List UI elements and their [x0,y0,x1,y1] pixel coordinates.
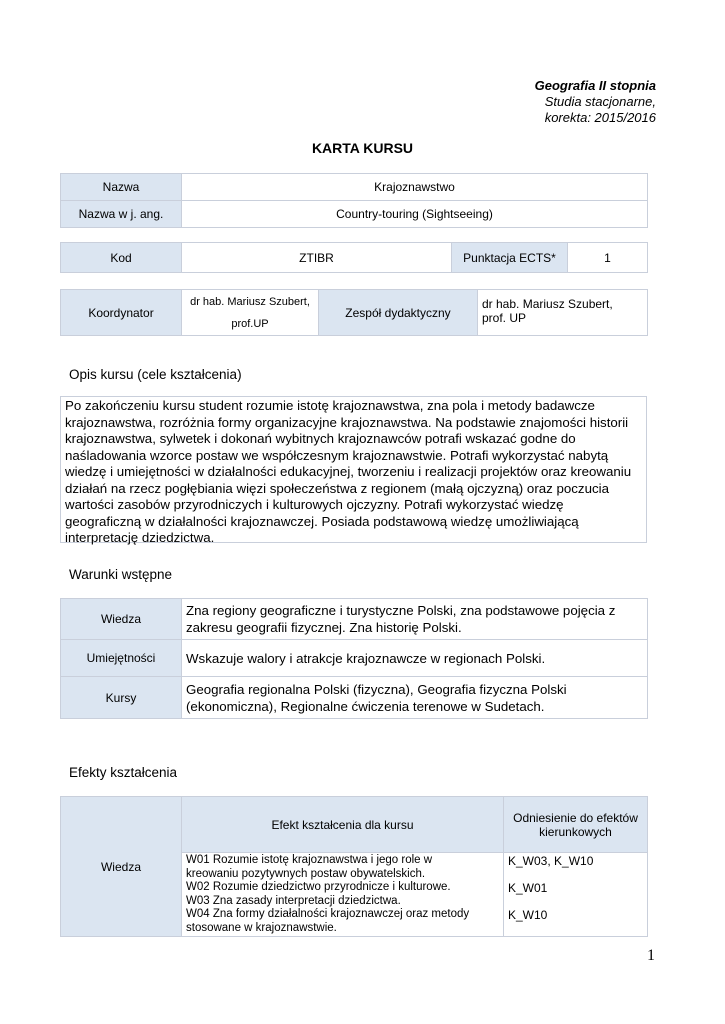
description-line: interpretację dziedzictwa. [65,530,215,545]
coordinator-value [182,290,319,336]
page-number: 1 [647,947,655,964]
effect-line: W04 Zna formy działalności krajoznawczej oraz metody [186,908,470,920]
description-line: wiedzę i umiejętności w działalności edukacyjnej, tworzeniu i realizacji projektów oraz kreowaniu [65,464,632,479]
prerequisites-heading: Warunki wstępne [69,567,173,582]
ects-value: 1 [568,243,648,273]
outcomes-col-effect: Efekt kształcenia dla kursu [182,797,504,853]
effect-line: W03 Zna zasady interpretacji dziedzictwa. [186,894,401,907]
outcomes-col-ref [504,797,648,853]
team-value [478,290,648,336]
name-label: Nazwa [61,174,182,201]
prereq-line: Geografia regionalna Polski (fizyczna), Geografia fizyczna Polski [186,681,567,697]
name-en-value: Country-touring (Sightseeing) [182,201,648,228]
prereq-skills-label: Umiejętności [61,640,182,677]
description-line: krajoznawstwa, rozróżnia formy organizacyjne krajoznawstwa. Na podstawie znajomości historii [65,414,629,430]
ref-line: K_W10 [508,908,548,922]
team-line1: dr hab. Mariusz Szubert, [482,297,613,311]
ref-line: K_W03, K_W10 [508,854,594,868]
effect-line: kreowaniu pozytywnych postaw obywatelskich. [186,867,426,880]
course-code-table [60,242,648,273]
coordinator-label: Koordynator [61,290,182,336]
effect-line: W02 Rozumie dziedzictwo przyrodnicze i kulturowe. [186,881,451,893]
prereq-skills-value: Wskazuje walory i atrakcje krajoznawcze w regionach Polski. [182,640,648,677]
outcomes-knowledge-label: Wiedza [61,797,182,937]
code-value: ZTIBR [182,243,452,273]
description-line: Po zakończeniu kursu student rozumie istotę krajoznawstwa, zna pola i metody badawcze [65,398,595,413]
ects-label: Punktacja ECTS* [452,243,568,273]
prereq-line: (ekonomiczna), Regionalne ćwiczenia terenowe w Sudetach. [186,698,545,714]
effect-line: W01 Rozumie istotę krajoznawstwa i jego role w [186,854,433,866]
outcomes-col-ref-line1: Odniesienie do efektów [513,810,638,825]
coordinator-line2: prof.UP [231,317,269,330]
outcomes-effects [182,853,504,937]
code-label: Kod [61,243,182,273]
description-heading: Opis kursu (cele kształcenia) [69,367,242,382]
effect-line: stosowane w krajoznawstwie. [186,921,337,934]
header-revision: korekta: 2015/2016 [544,110,656,125]
description-line: działań na rzecz pogłębiania więzi społeczeństwa z regionem (małą ojczyzną) oraz poczucia [65,480,609,496]
description-line: naśladowania wzorce postaw we współczesnym krajoznawstwie. Potrafi wykorzystać nabytą [65,447,609,463]
coordinator-table [60,289,648,336]
ref-line: K_W01 [508,881,548,895]
outcomes-col-ref-line2: kierunkowych [539,824,612,839]
outcomes-table [60,796,648,937]
outcomes-heading: Efekty kształcenia [69,765,178,780]
header-study-mode: Studia stacjonarne, [544,94,656,109]
description-box [60,396,647,543]
outcomes-refs [504,853,648,937]
prereq-courses-value [182,677,648,719]
name-value: Krajoznawstwo [182,174,648,201]
coordinator-line1: dr hab. Mariusz Szubert, [190,295,310,308]
prereq-courses-label: Kursy [61,677,182,719]
description-line: krajoznawstwa, sylwetek i dokonań wybitnych krajoznawców potrafi wskazać godne do [65,431,576,446]
header-program: Geografia II stopnia [534,78,656,93]
prereq-knowledge-label: Wiedza [61,599,182,640]
name-en-label: Nazwa w j. ang. [61,201,182,228]
prereq-line: Zna regiony geograficzne i turystyczne Polski, zna podstawowe pojęcia z [186,603,616,618]
course-name-table [60,173,648,228]
prereq-knowledge-value [182,599,648,640]
description-line: geograficzną w działalności krajoznawczej. Posiada podstawową wiedzę umożliwiającą [65,513,579,529]
prerequisites-table [60,598,648,719]
team-label: Zespół dydaktyczny [319,290,478,336]
prereq-line: zakresu geografii fizycznej. Zna historię Polski. [186,620,462,635]
team-line2: prof. UP [482,311,527,325]
description-line: wartości zasobów przyrodniczych i kulturowych ojczyzny. Potrafi wykorzystać wiedzę [65,497,564,512]
page-title: KARTA KURSU [311,140,414,156]
